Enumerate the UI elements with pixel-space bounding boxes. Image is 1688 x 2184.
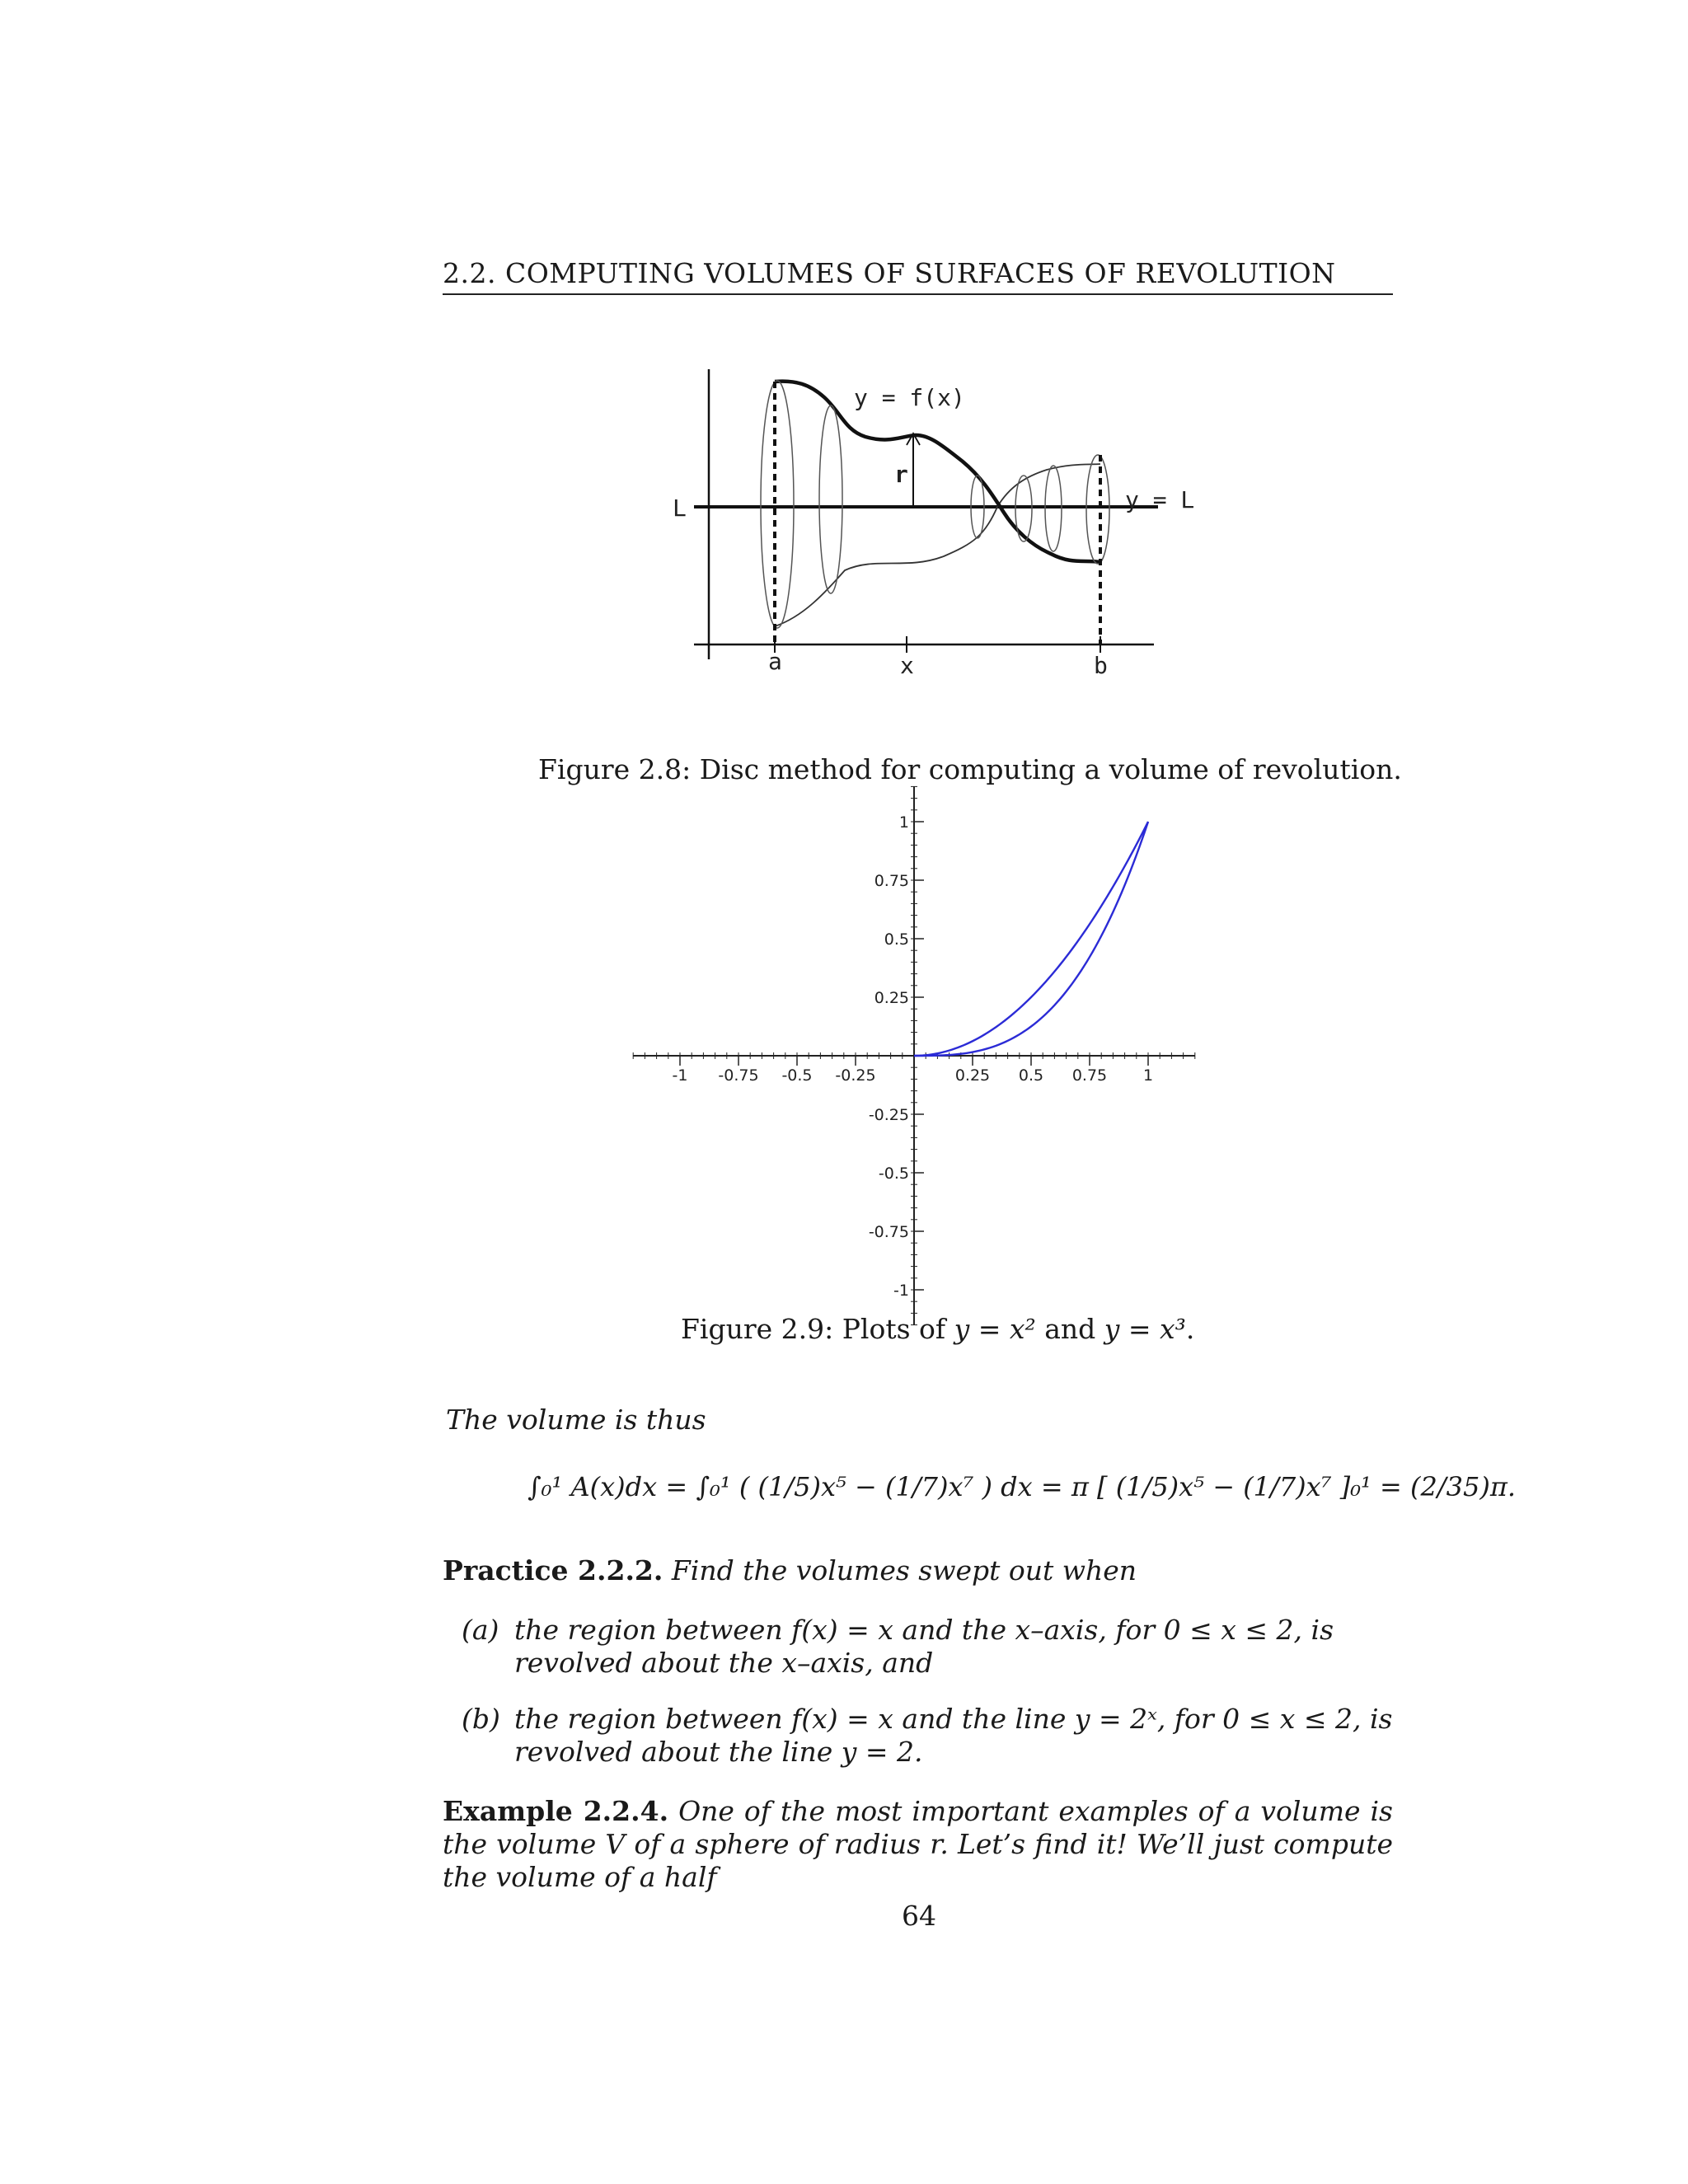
running-title: 2.2. COMPUTING VOLUMES OF SURFACES OF REVOLUTION	[443, 257, 1336, 289]
plot-x-tick-label: -1	[672, 1066, 688, 1085]
caption-prefix: Figure 2.9: Plots of	[681, 1313, 954, 1345]
disc-a	[761, 381, 794, 628]
page-number: 64	[902, 1900, 936, 1932]
practice-text: Find the volumes swept out when	[671, 1554, 1137, 1586]
practice-item-b	[462, 1703, 1393, 1769]
plot-x-tick-label: 0.75	[1071, 1066, 1108, 1085]
label-L: L	[673, 494, 687, 522]
plot-x-tick-label: -0.5	[781, 1066, 813, 1085]
figure-2-8-caption: Figure 2.8: Disc method for computing a volume of revolution.	[538, 753, 1402, 785]
disc-2	[819, 405, 842, 593]
volume-intro: The volume is thus	[446, 1404, 706, 1436]
disc-b	[1086, 455, 1109, 564]
plot-y-tick-label: -0.75	[868, 1223, 909, 1241]
plot-y-tick-label: -1	[893, 1282, 909, 1300]
caption-end: .	[1185, 1313, 1195, 1345]
practice-paragraph	[443, 1554, 1393, 1587]
label-radius: r	[894, 461, 908, 488]
plot-x-tick-label: -0.75	[718, 1066, 759, 1085]
practice-item-a	[462, 1614, 1393, 1680]
example-text: One of the most important examples of a volume is the volume V of a sphere of radius r. Let’s find it! We’ll just compute the volume of a half	[443, 1795, 1393, 1893]
caption-eq2: y = x³	[1104, 1313, 1186, 1345]
plot-x-tick-label: 1	[1142, 1066, 1154, 1085]
reflected-curve	[775, 464, 1100, 626]
plot-x-tick-label: 0.5	[1018, 1066, 1044, 1085]
running-header	[443, 254, 1393, 295]
item-a-label: (a)	[462, 1614, 499, 1646]
plot-y-tick-label: -0.5	[878, 1165, 909, 1183]
item-a-text: the region between f(x) = x and the x–axis, for 0 ≤ x ≤ 2, is revolved about the x–axis, and	[514, 1614, 1334, 1679]
plot-y-tick-label: 0.75	[874, 872, 909, 890]
label-line-L: y = L	[1125, 486, 1195, 513]
plot-series-line-1	[914, 822, 1148, 1056]
label-a: a	[768, 648, 782, 675]
plot-x-tick-label: 0.25	[954, 1066, 991, 1085]
disc-method-figure	[659, 354, 1203, 684]
plot-series-line-2	[914, 822, 1148, 1056]
example-paragraph	[443, 1795, 1393, 1894]
example-label: Example 2.2.4.	[443, 1795, 669, 1827]
figure-2-9-caption	[681, 1313, 1194, 1345]
item-b-text: the region between f(x) = x and the line y = 2ˣ, for 0 ≤ x ≤ 2, is revolved about the line y = 2.	[514, 1703, 1393, 1768]
practice-label: Practice 2.2.2.	[443, 1554, 663, 1586]
caption-eq1: y = x²	[954, 1313, 1036, 1345]
label-curve: y = f(x)	[854, 384, 965, 411]
plot-y-tick-label: -0.25	[868, 1106, 909, 1124]
item-b-label: (b)	[462, 1703, 500, 1735]
plot-y-tick-label: 0.25	[874, 989, 909, 1007]
caption-and: and	[1035, 1313, 1104, 1345]
plot-y-tick-label: 1	[898, 813, 909, 832]
label-b: b	[1094, 652, 1108, 679]
label-x: x	[900, 652, 914, 679]
volume-equation: ∫₀¹ A(x)dx = ∫₀¹ ( (1/5)x⁵ − (1/7)x⁷ ) dx = π [ (1/5)x⁵ − (1/7)x⁷ ]₀¹ = (2/35)π.	[528, 1471, 1517, 1502]
plot-y-tick-label: 0.5	[884, 930, 909, 949]
power-functions-plot	[618, 813, 1212, 1300]
plot-x-tick-label: -0.25	[835, 1066, 876, 1085]
